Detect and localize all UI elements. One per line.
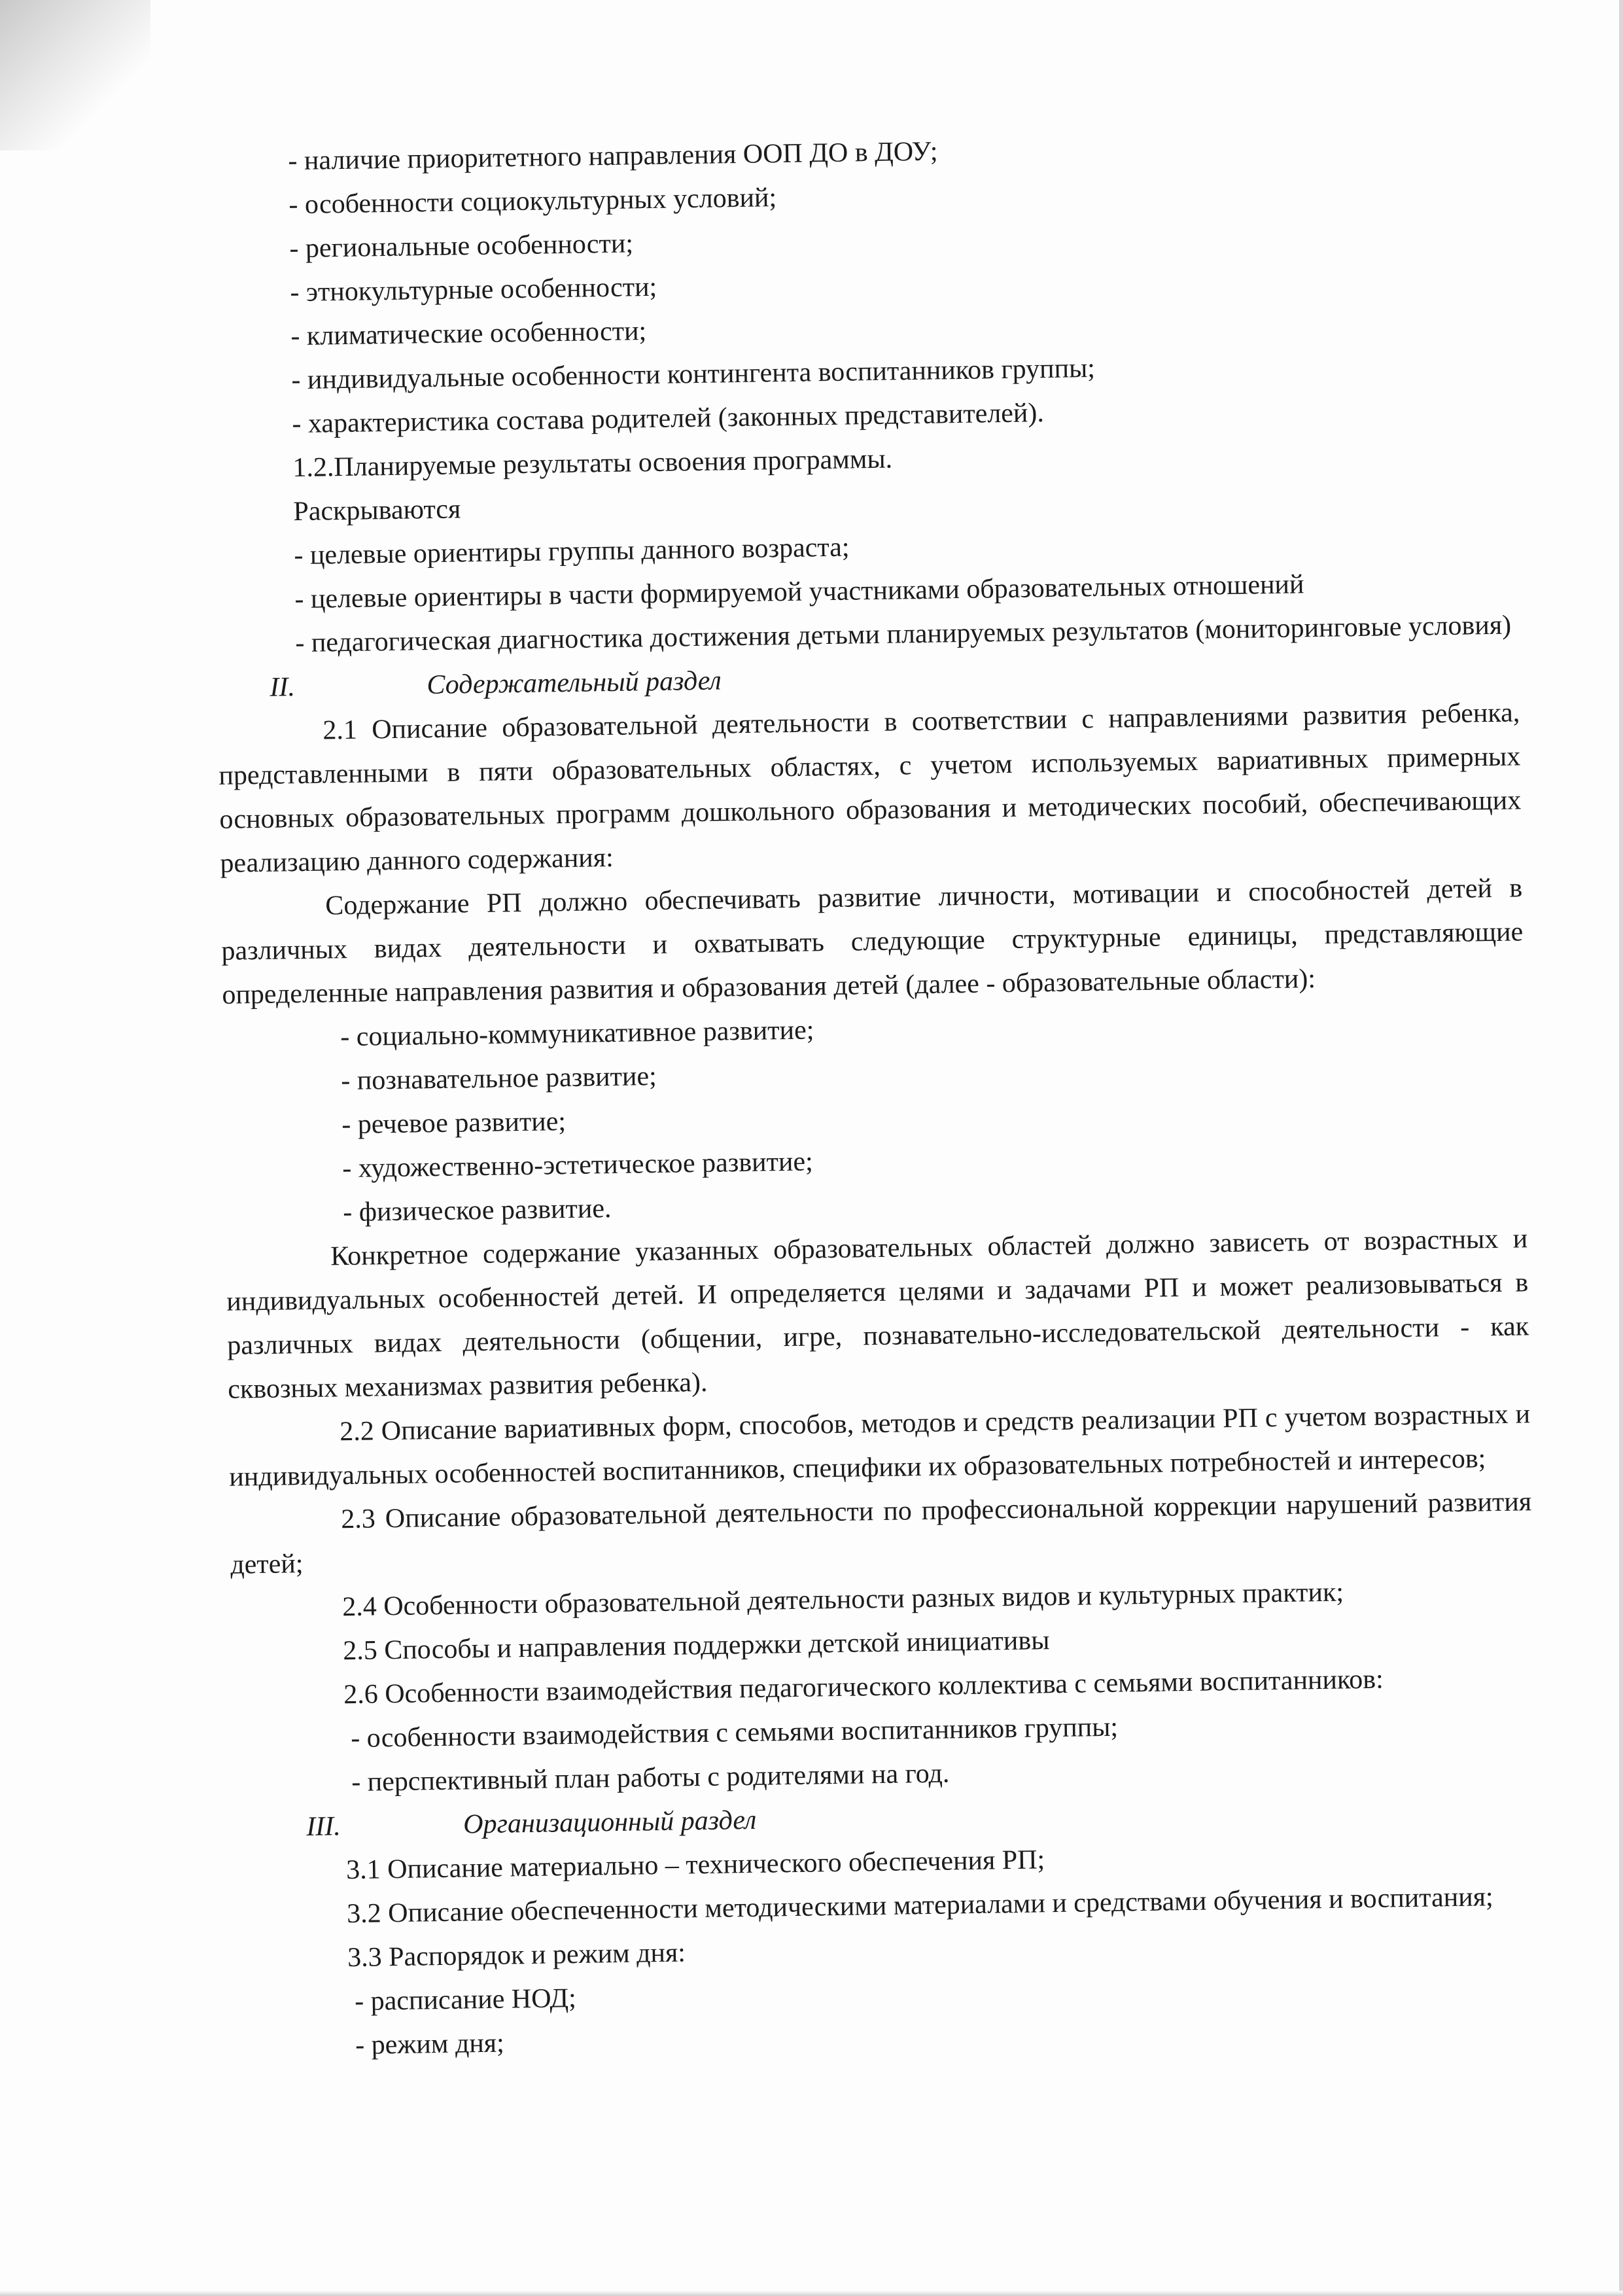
- list-item: - индивидуальные особенности контингента воспитанников группы;: [291, 353, 1096, 396]
- list-item: - характеристика состава родителей (законных представителей).: [292, 398, 1045, 440]
- reveal-label: Раскрываются: [293, 494, 461, 527]
- paragraph-concrete: Конкретное содержание указанных образовательных областей должно зависеть от возрастных и индивидуальных особенностей детей. И определяется целями и задачами РП и может реализовываться в различных видах деятельности (общении, игре, познавательно-исследовательской деятельности - как сквозных механизмах развития ребенка).: [226, 1224, 1529, 1405]
- paragraph-content: Содержание РП должно обеспечивать развитие личности, мотивации и способностей детей в различных видах деятельности и охватывать следующие структурные единицы, представляющие определенные направления развития и образования детей (далее - образовательные области):: [221, 873, 1524, 1010]
- section-number: II.: [270, 672, 296, 703]
- area-item: - социально-коммуникативное развитие;: [340, 1015, 814, 1053]
- schedule-item: - режим дня;: [355, 2028, 505, 2061]
- list-item: - региональные особенности;: [289, 228, 634, 264]
- list-item: - особенности социокультурных условий;: [288, 183, 777, 221]
- paragraph-3-1: 3.1 Описание материально – технического обеспечения РП;: [345, 1845, 1045, 1886]
- list-item: - наличие приоритетного направления ООП ДО в ДОУ;: [288, 136, 938, 177]
- section-number: III.: [305, 1811, 341, 1843]
- right-page-edge: [1619, 0, 1623, 2296]
- paragraph-2-3: 2.3 Описание образовательной деятельности по профессиональной коррекции нарушений развития детей;: [230, 1487, 1532, 1580]
- area-item: - художественно-эстетическое развитие;: [341, 1146, 814, 1184]
- paragraph-3-2: 3.2 Описание обеспеченности методическими материалами и средствами обучения и воспитания;: [346, 1882, 1494, 1930]
- paragraph-2-5: 2.5 Способы и направления поддержки детской инициативы: [342, 1625, 1050, 1667]
- area-item: - речевое развитие;: [341, 1106, 567, 1140]
- family-item: - перспективный план работы с родителями на год.: [351, 1758, 950, 1798]
- target-item: - педагогическая диагностика достижения детьми планируемых результатов (мониторинговые условия): [295, 610, 1512, 659]
- target-item: - целевые ориентиры группы данного возраста;: [294, 532, 850, 571]
- bottom-page-edge: [0, 2291, 1623, 2296]
- paragraph-2-2: 2.2 Описание вариативных форм, способов, методов и средств реализации РП с учетом возрастных и индивидуальных особенностей воспитанников, специфики их образовательных потребностей и интересов;: [228, 1399, 1531, 1492]
- family-item: - особенности взаимодействия с семьями воспитанников группы;: [350, 1712, 1119, 1754]
- section-title: Содержательный раздел: [427, 665, 722, 701]
- paragraph-2-4: 2.4 Особенности образовательной деятельности разных видов и культурных практик;: [341, 1577, 1344, 1623]
- paragraph-2-1: 2.1 Описание образовательной деятельности в соответствии с направлениями развития ребенка, представленными в пяти образовательных областях, с учетом используемых вариативных примерных основных образовательных программ дошкольного образования и методических пособий, обеспечивающих реализацию данного содержания:: [218, 698, 1522, 879]
- subsection-1-2: 1.2.Планируемые результаты освоения программы.: [292, 444, 893, 484]
- list-item: - этнокультурные особенности;: [290, 272, 657, 308]
- paragraph-3-3: 3.3 Распорядок и режим дня:: [347, 1937, 686, 1973]
- folded-corner-shadow: [0, 0, 150, 150]
- section-title: Организационный раздел: [462, 1805, 757, 1840]
- paragraph-2-6: 2.6 Особенности взаимодействия педагогического коллектива с семьями воспитанников:: [343, 1664, 1384, 1710]
- document-body: [209, 121, 1540, 2069]
- target-item: - целевые ориентиры в части формируемой участниками образовательных отношений: [294, 569, 1304, 615]
- area-item: - познавательное развитие;: [341, 1061, 657, 1097]
- area-item: - физическое развитие.: [342, 1193, 612, 1228]
- schedule-item: - расписание НОД;: [354, 1983, 577, 2017]
- list-item: - климатические особенности;: [290, 316, 647, 352]
